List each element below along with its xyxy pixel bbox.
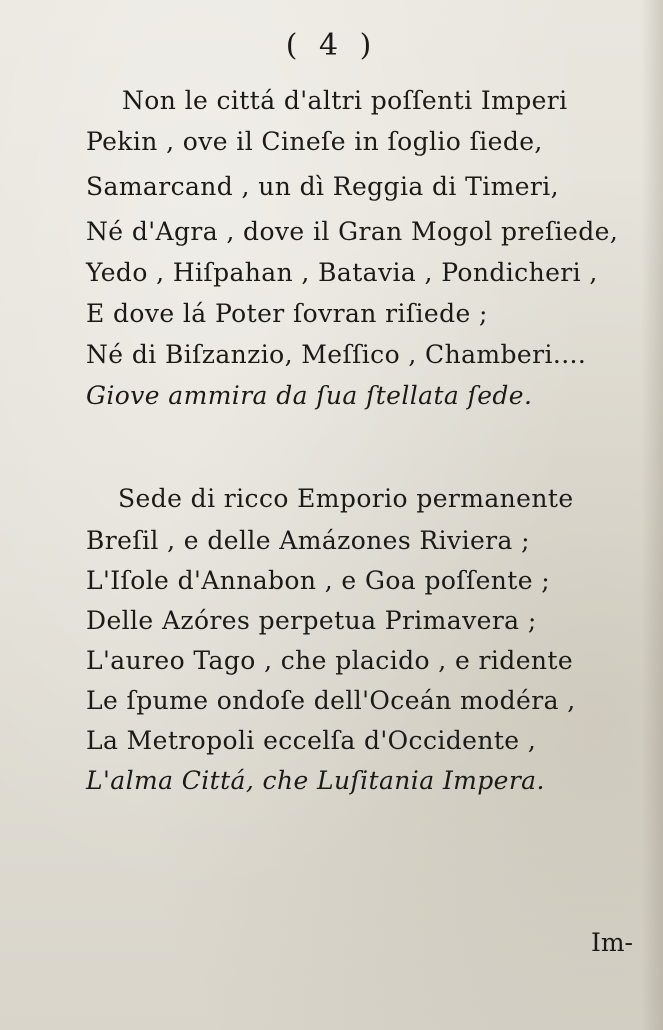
verse-line: Yedo , Hiſpahan , Batavia , Pondicheri , xyxy=(86,258,598,287)
verse-line-italic: L'alma Cittá, che Luſitania Impera. xyxy=(86,766,545,795)
verse-line: Non le cittá d'altri poſſenti Imperi xyxy=(122,86,568,115)
verse-line: Né d'Agra , dove il Gran Mogol preſiede, xyxy=(86,217,619,246)
verse-line: Le ſpume ondoſe dell'Oceán modéra , xyxy=(86,686,576,715)
verse-line: Né di Biſzanzio, Meſſico , Chamberi.... xyxy=(86,340,587,369)
verse-line: E dove lá Poter ſovran riſiede ; xyxy=(86,299,488,328)
verse-line: Sede di ricco Emporio permanente xyxy=(118,484,574,513)
verse-line: Pekin , ove il Cineſe in ſoglio ſiede, xyxy=(86,127,543,156)
page-edge-shadow xyxy=(641,0,663,1030)
verse-line: La Metropoli eccelſa d'Occidente , xyxy=(86,726,537,755)
verse-line-italic: Giove ammira da ſua ſtellata ſede. xyxy=(86,381,533,410)
verse-line: L'aureo Tago , che placido , e ridente xyxy=(86,646,574,675)
catchword: Im- xyxy=(590,928,633,957)
verse-line: Breſil , e delle Amázones Riviera ; xyxy=(86,526,530,555)
verse-line: Samarcand , un dì Reggia di Timeri, xyxy=(86,172,560,201)
verse-line: L'Iſole d'Annabon , e Goa poſſente ; xyxy=(86,566,551,595)
page-number: ( 4 ) xyxy=(285,28,378,63)
verse-line: Delle Azóres perpetua Primavera ; xyxy=(86,606,537,635)
